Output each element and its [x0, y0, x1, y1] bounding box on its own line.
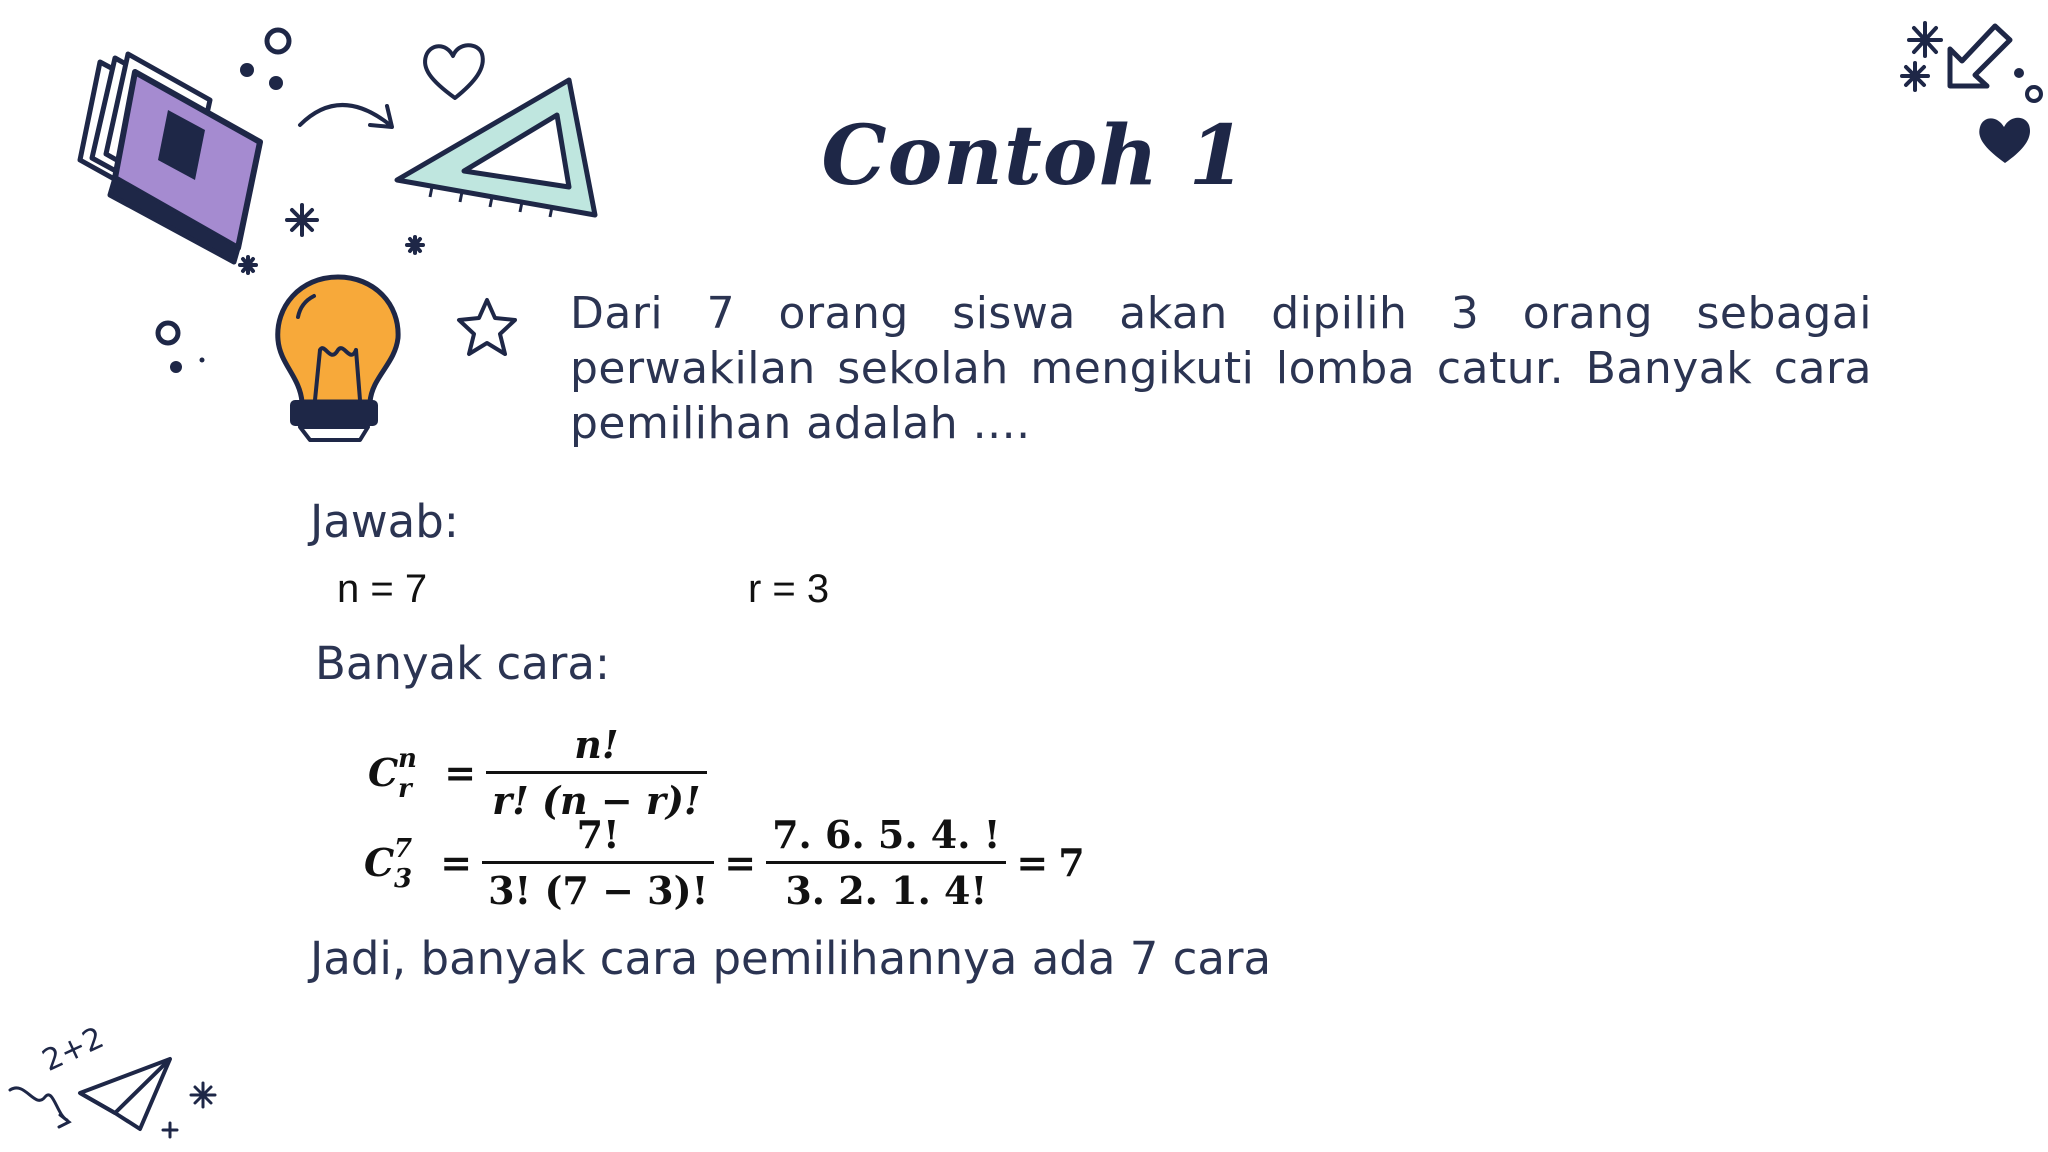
combination-calculation [364, 812, 1085, 913]
answer-label: Jawab: [310, 495, 459, 548]
general-fraction [486, 722, 707, 823]
combination-symbol-specific: C 7 3 [364, 834, 413, 894]
result-value: 7 [1058, 840, 1085, 885]
paper-plane-icon [5, 1015, 225, 1150]
math-note: 2+2 [37, 1020, 110, 1079]
equals-sign: = [444, 750, 477, 795]
numerator-1: 7! [482, 812, 714, 864]
star-outline-icon [455, 296, 519, 358]
ways-label: Banyak cara: [315, 637, 611, 690]
general-numerator: n! [486, 722, 707, 774]
fraction-2 [766, 812, 1006, 913]
fraction-1 [482, 812, 714, 913]
equals-sign-2: = [724, 840, 757, 885]
dots-icon [230, 25, 300, 105]
lightbulb-icon [270, 272, 410, 447]
equals-sign-3: = [1016, 840, 1049, 885]
r-value: r = 3 [748, 567, 830, 611]
denominator-1: 3! (7 − 3)! [488, 868, 709, 913]
question-text: Dari 7 orang siswa akan dipilih 3 orang sebagai perwakilan sekolah mengikuti lomba catur. Banyak cara pemilihan adalah .... [570, 288, 1872, 449]
numerator-2: 7. 6. 5. 4. ! [766, 812, 1006, 864]
arrow-icon [295, 90, 405, 140]
n-value: n = 7 [337, 567, 428, 611]
conclusion-text: Jadi, banyak cara pemilihannya ada 7 cara [310, 932, 1272, 985]
combination-formula [368, 722, 707, 823]
combination-symbol: C n r [368, 744, 417, 804]
dots-icon-2 [150, 315, 210, 375]
slide-title: Contoh 1 [821, 108, 1247, 204]
general-denominator: r! (n − r)! [492, 778, 701, 823]
heart-filled-icon [1975, 113, 2035, 168]
equals-sign-1: = [440, 840, 473, 885]
denominator-2: 3. 2. 1. 4! [785, 868, 988, 913]
